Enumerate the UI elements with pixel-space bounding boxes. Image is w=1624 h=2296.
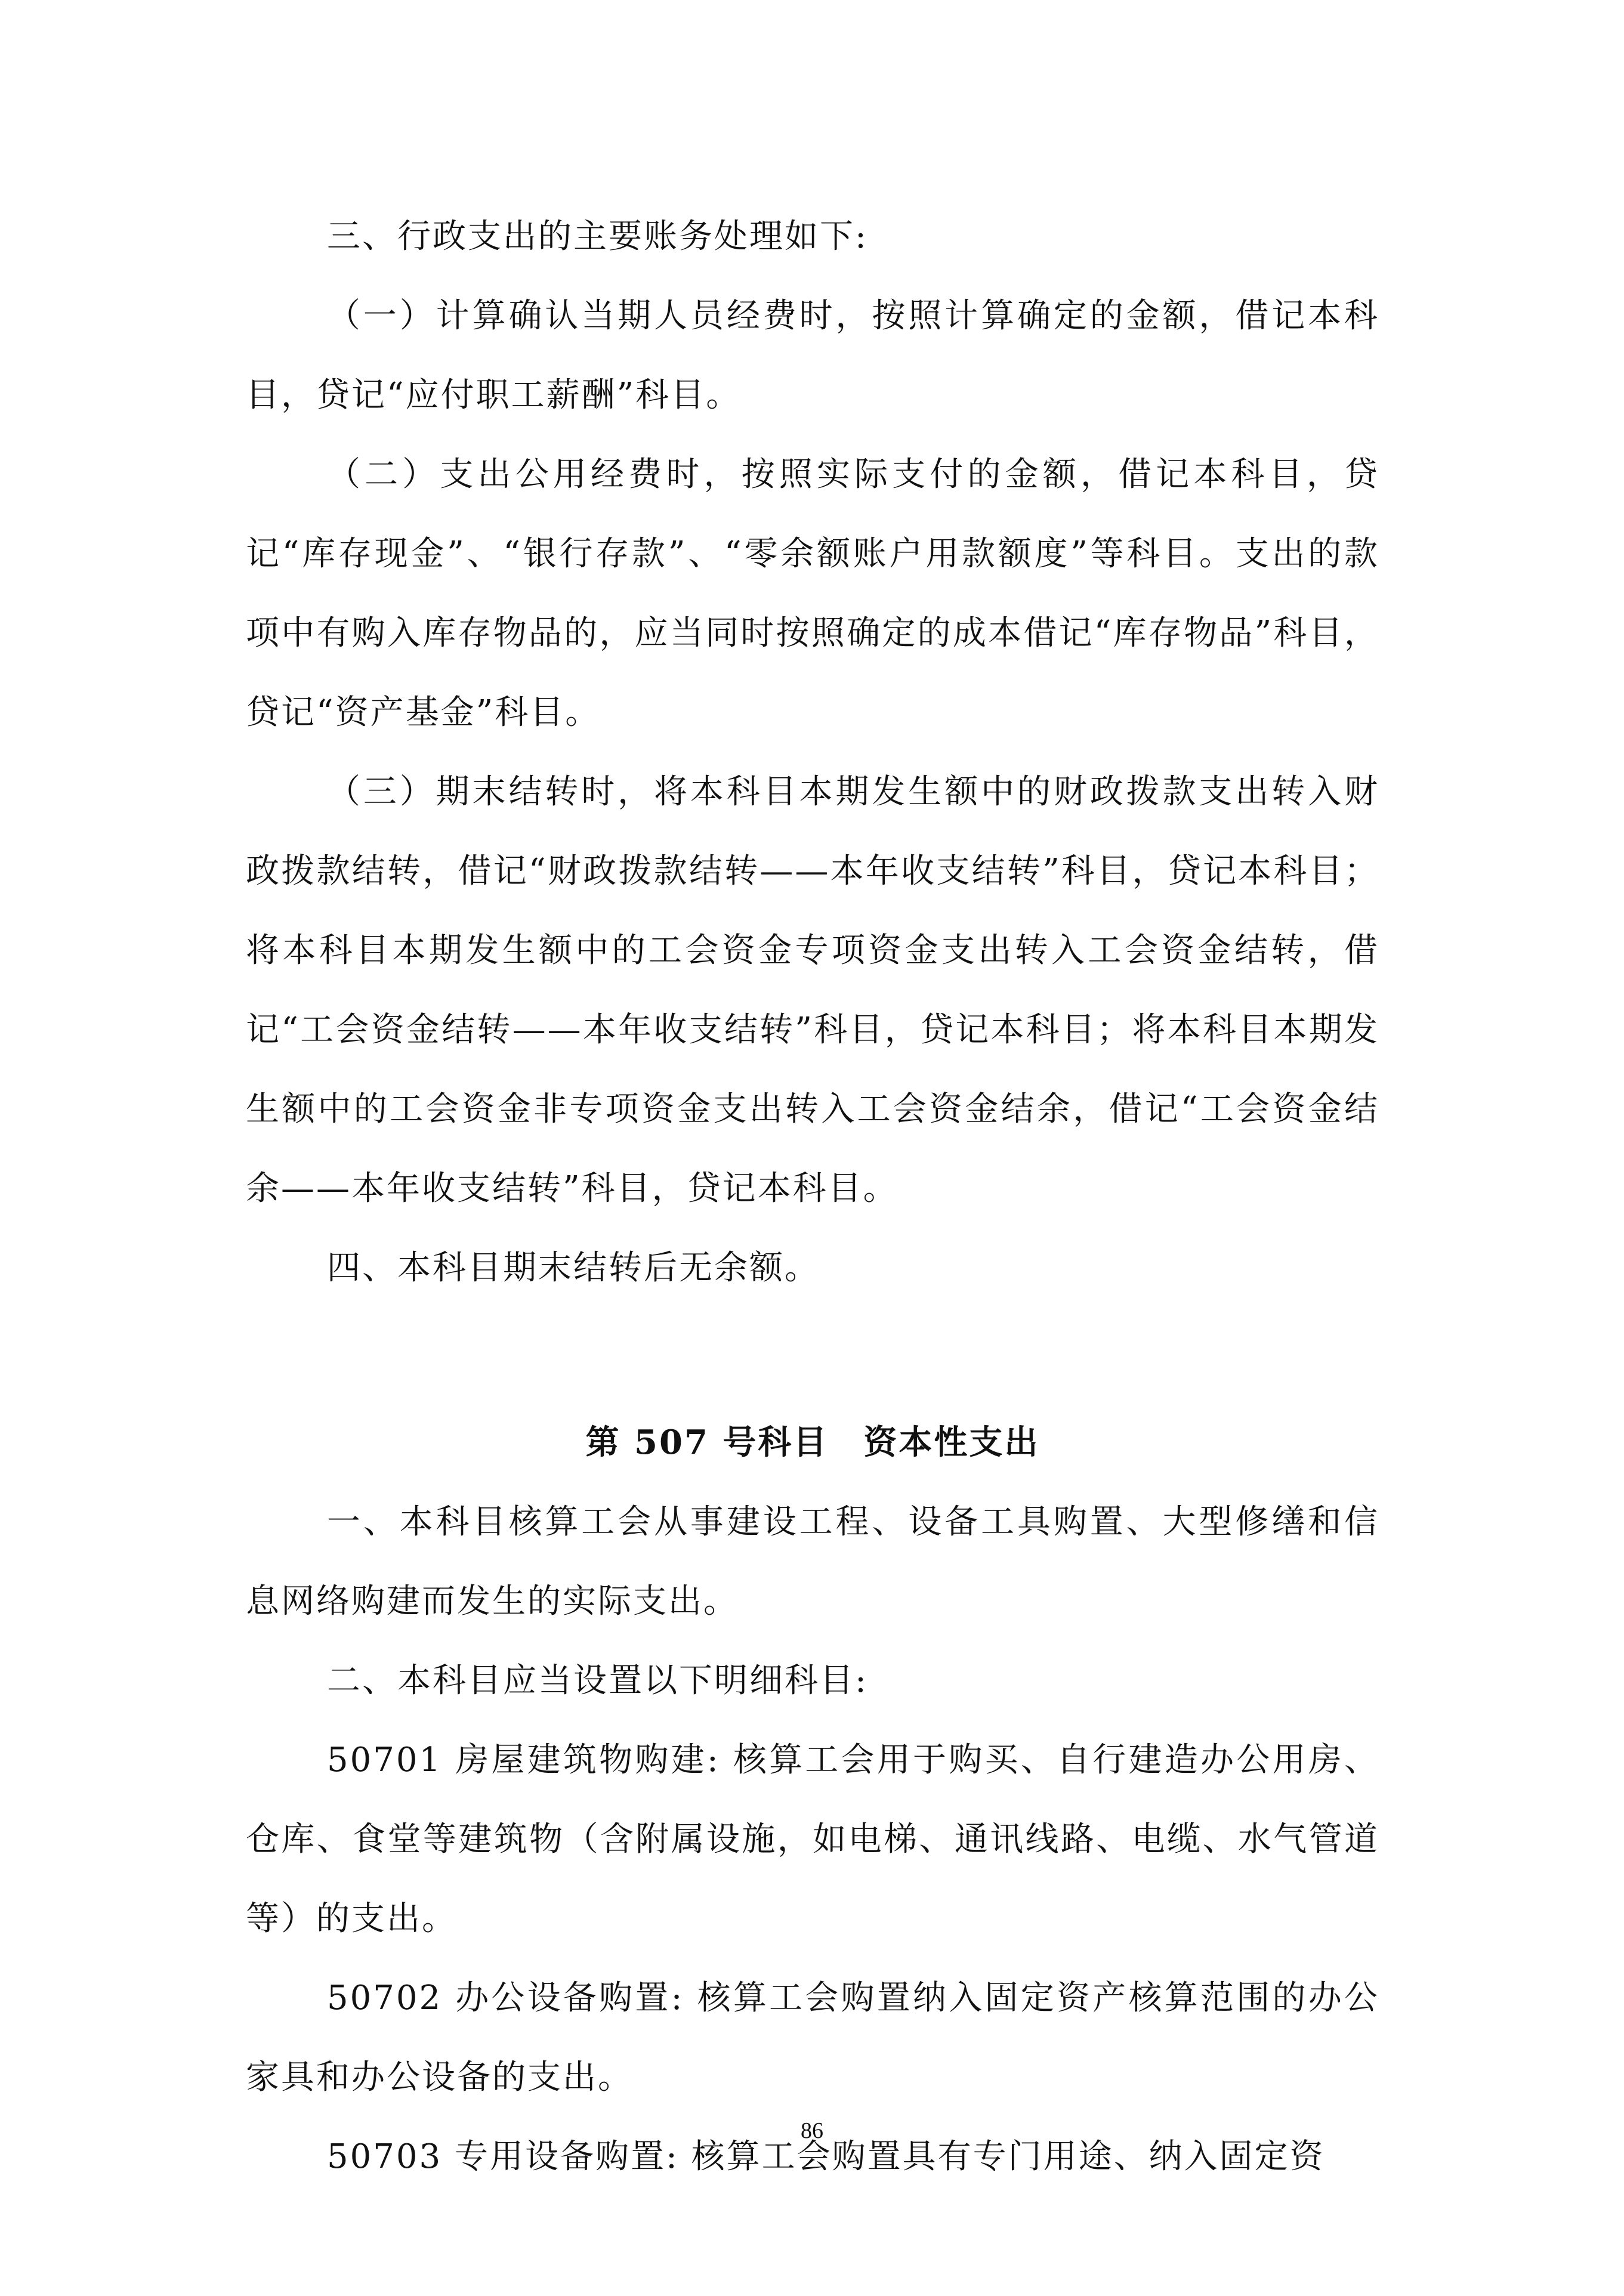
paragraph-item-4: 四、本科目期末结转后无余额。 [327, 1249, 820, 1287]
paragraph-item-1: 一、本科目核算工会从事建设工程、设备工具购置、大型修缮和信息网络购建而发生的实际支出。 [246, 1503, 1379, 1621]
paragraph-item-3: 三、行政支出的主要账务处理如下: [327, 217, 868, 256]
paragraph-account-50701: 50701 房屋建筑物购建: 核算工会用于购买、自行建造办公用房、仓库、食堂等建筑物（含附属设施，如电梯、通讯线路、电缆、水气管道等）的支出。 [246, 1741, 1379, 1938]
page-body [246, 197, 1379, 2196]
paragraph-account-50703: 50703 专用设备购置: 核算工会购置具有专门用途、纳入固定资 [327, 2137, 1325, 2176]
page-number: 86 [801, 2118, 823, 2143]
paragraph-account-50702: 50702 办公设备购置: 核算工会购置纳入固定资产核算范围的办公家具和办公设备的支出。 [246, 1979, 1379, 2097]
paragraph-subitem-3: （三）期末结转时，将本科目本期发生额中的财政拨款支出转入财政拨款结转，借记“财政拨款结转——本年收支结转”科目，贷记本科目；将本科目本期发生额中的工会资金专项资金支出转入工会资金结转，借记“工会资金结转——本年收支结转”科目，贷记本科目；将本科目本期发生额中的工会资金非专项资金支出转入工会资金结余，借记“工会资金结余——本年收支结转”科目，贷记本科目。 [246, 772, 1379, 1208]
paragraph-subitem-1: （一）计算确认当期人员经费时，按照计算确定的金额，借记本科目，贷记“应付职工薪酬”科目。 [246, 296, 1379, 415]
paragraph-item-2: 二、本科目应当设置以下明细科目: [327, 1661, 868, 1700]
section-heading: 第 507 号科目 资本性支出 [585, 1423, 1040, 1462]
paragraph-subitem-2: （二）支出公用经费时，按照实际支付的金额，借记本科目，贷记“库存现金”、“银行存款”、“零余额账户用款额度”等科目。支出的款项中有购入库存物品的，应当同时按照确定的成本借记“库存物品”科目，贷记“资产基金”科目。 [246, 455, 1379, 732]
